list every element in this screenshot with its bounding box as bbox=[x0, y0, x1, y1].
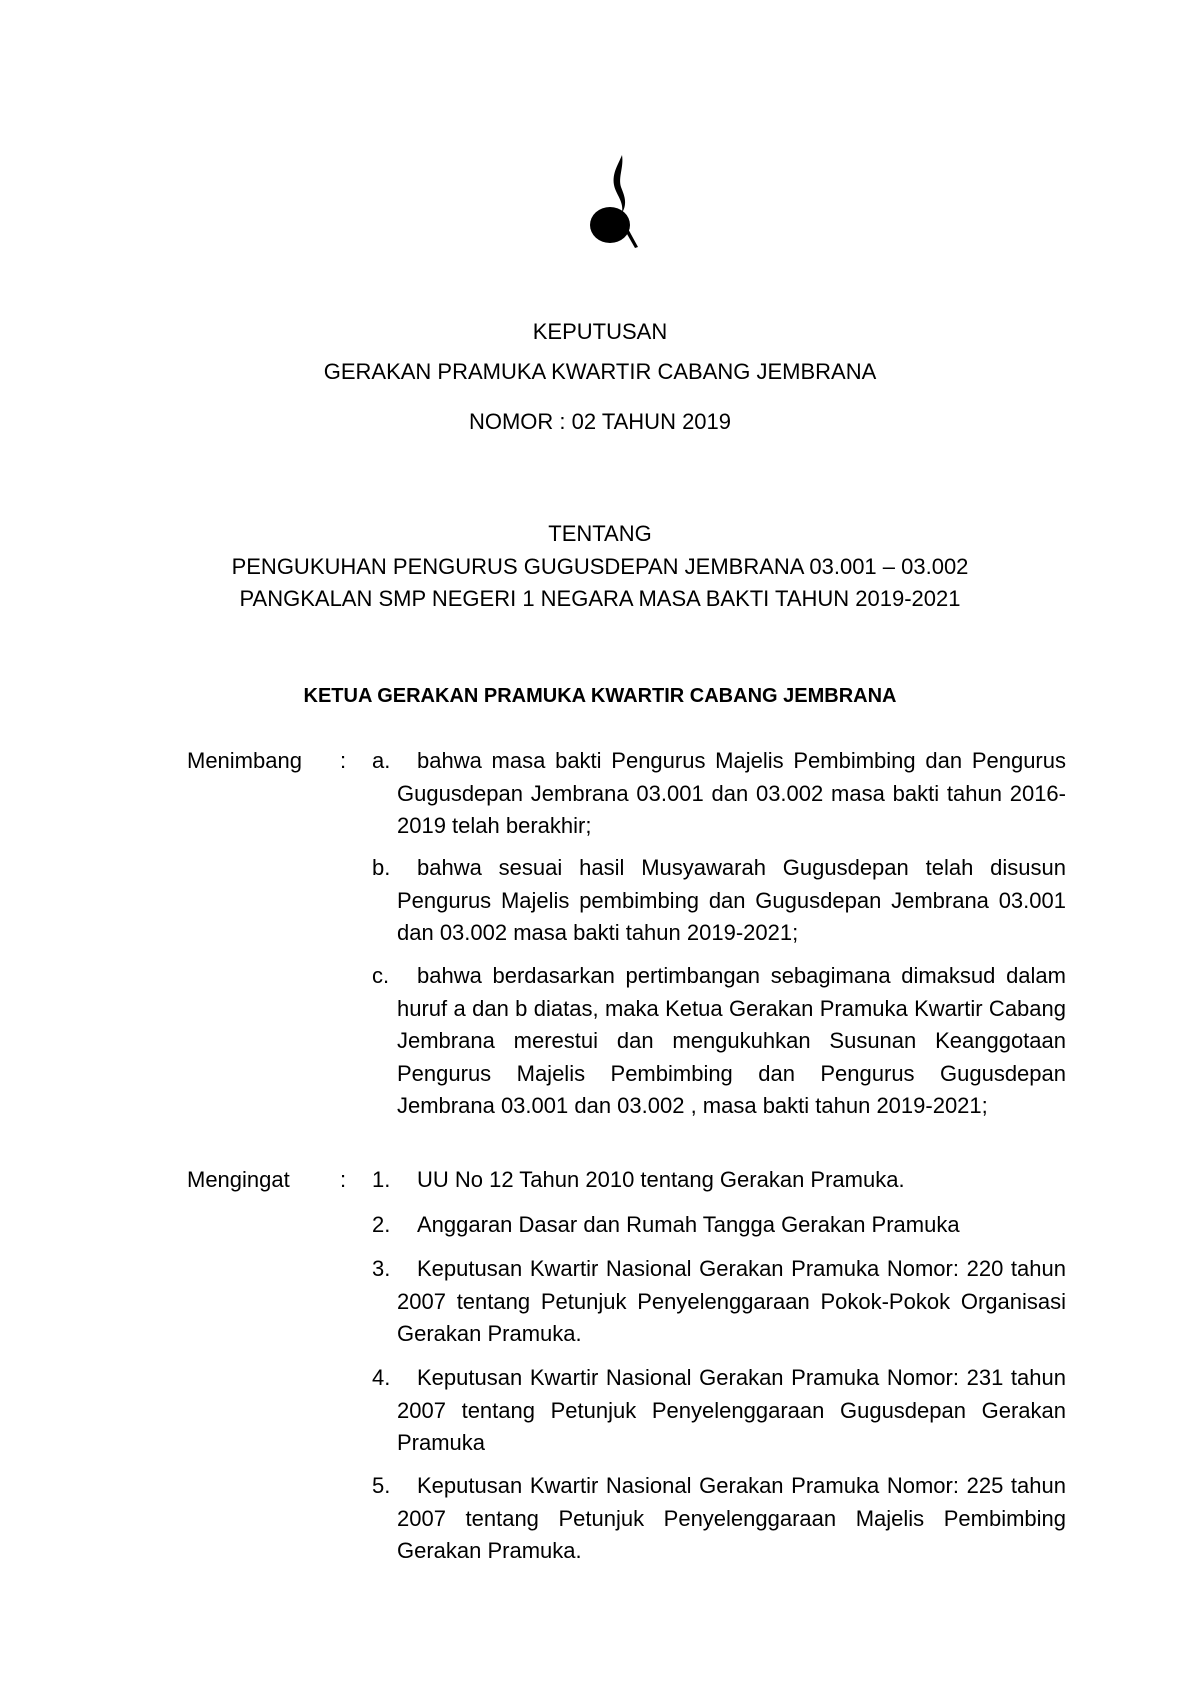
item-marker: 1. bbox=[372, 1167, 391, 1192]
item-marker: 3. bbox=[372, 1256, 391, 1281]
item-text: bahwa berdasarkan pertimbangan sebagimana dimaksud dalam huruf a dan b diatas, maka Ketua Gerakan Pramuka Kwartir Cabang Jembrana merestui dan mengukuhkan Susunan Keanggotaan Pengurus Majelis Pembimbing dan Pengurus Gugusdepan Jembrana 03.001 dan 03.002 , masa bakti tahun 2019-2021; bbox=[397, 963, 1066, 1118]
mengingat-item-4 bbox=[372, 1362, 1066, 1460]
tunas-kelapa-logo-icon bbox=[588, 155, 648, 249]
item-marker: a. bbox=[372, 748, 391, 773]
item-text: Keputusan Kwartir Nasional Gerakan Pramuka Nomor: 231 tahun 2007 tentang Petunjuk Penyelenggaraan Gugusdepan Gerakan Pramuka bbox=[397, 1365, 1066, 1455]
menimbang-item-b bbox=[372, 852, 1066, 950]
item-text: Anggaran Dasar dan Rumah Tangga Gerakan Pramuka bbox=[417, 1212, 960, 1237]
item-text: UU No 12 Tahun 2010 tentang Gerakan Pramuka. bbox=[417, 1167, 905, 1192]
mengingat-label: Mengingat bbox=[187, 1167, 290, 1192]
mengingat-item-5 bbox=[372, 1470, 1066, 1568]
menimbang-item-c bbox=[372, 960, 1066, 1123]
subject-line-1: PENGUKUHAN PENGURUS GUGUSDEPAN JEMBRANA 03.001 – 03.002 bbox=[231, 554, 969, 579]
item-marker: c. bbox=[372, 963, 390, 988]
item-text: bahwa sesuai hasil Musyawarah Gugusdepan telah disusun Pengurus Majelis pembimbing dan Gugusdepan Jembrana 03.001 dan 03.002 masa bakti tahun 2019-2021; bbox=[397, 855, 1066, 945]
doc-title: KEPUTUSAN bbox=[532, 319, 668, 344]
item-marker: 5. bbox=[372, 1473, 391, 1498]
item-marker: 2. bbox=[372, 1212, 391, 1237]
mengingat-colon: : bbox=[340, 1167, 347, 1192]
item-text: bahwa masa bakti Pengurus Majelis Pembimbing dan Pengurus Gugusdepan Jembrana 03.001 dan 03.002 masa bakti tahun 2016-2019 telah berakhir; bbox=[397, 748, 1066, 838]
menimbang-label: Menimbang bbox=[187, 748, 302, 773]
doc-number: NOMOR : 02 TAHUN 2019 bbox=[468, 409, 732, 434]
item-text: Keputusan Kwartir Nasional Gerakan Pramuka Nomor: 225 tahun 2007 tentang Petunjuk Penyelenggaraan Majelis Pembimbing Gerakan Pramuka. bbox=[397, 1473, 1066, 1563]
mengingat-item-3 bbox=[372, 1253, 1066, 1351]
item-marker: 4. bbox=[372, 1365, 391, 1390]
menimbang-colon: : bbox=[340, 748, 347, 773]
mengingat-item-1 bbox=[372, 1164, 1066, 1197]
item-text: Keputusan Kwartir Nasional Gerakan Pramuka Nomor: 220 tahun 2007 tentang Petunjuk Penyelenggaraan Pokok-Pokok Organisasi Gerakan Pramuka. bbox=[397, 1256, 1066, 1346]
doc-organization: GERAKAN PRAMUKA KWARTIR CABANG JEMBRANA bbox=[323, 359, 877, 384]
subject-line-2: PANGKALAN SMP NEGERI 1 NEGARA MASA BAKTI TAHUN 2019-2021 bbox=[239, 586, 961, 611]
authority-heading: KETUA GERAKAN PRAMUKA KWARTIR CABANG JEMBRANA bbox=[303, 685, 897, 707]
mengingat-item-2 bbox=[372, 1209, 1066, 1242]
subject-heading: TENTANG bbox=[548, 521, 652, 546]
item-marker: b. bbox=[372, 855, 391, 880]
menimbang-item-a bbox=[372, 745, 1066, 843]
